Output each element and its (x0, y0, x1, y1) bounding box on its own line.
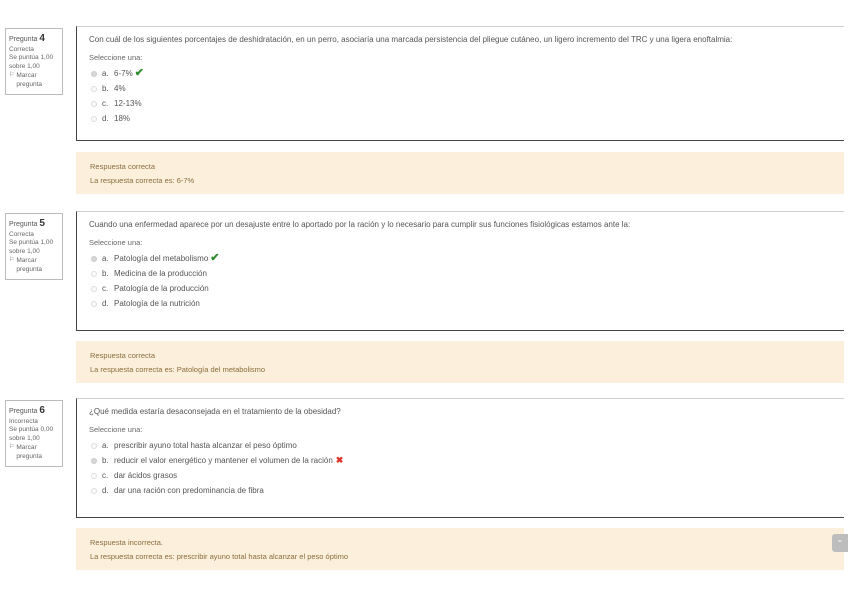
flag-question-button[interactable] (9, 257, 59, 275)
question-state: Incorrecta (9, 417, 38, 425)
answer-option-d[interactable]: d. Patología de la nutrición (91, 296, 832, 311)
flag-label: Marcar pregunta (16, 71, 43, 88)
feedback-answer: La respuesta correcta es: 6-7% (90, 175, 195, 185)
radio-button[interactable] (91, 443, 97, 449)
answer-option-d[interactable]: d. dar una ración con predominancia de fibra (91, 483, 832, 498)
radio-button[interactable] (91, 256, 97, 262)
question-number: 5 (39, 218, 45, 229)
answer-option-b[interactable]: b. reducir el valor energético y mantener el volumen de la ración ✖ (91, 453, 832, 468)
answer-option-c[interactable]: c. 12-13% (91, 96, 832, 111)
question-grade: Se puntúa 1,00 sobre 1,00 (9, 239, 54, 256)
question-info-5 (5, 213, 63, 280)
radio-button[interactable] (91, 86, 97, 92)
radio-button[interactable] (91, 116, 97, 122)
flag-icon: ⚐ (9, 443, 15, 450)
flag-label: Marcar pregunta (16, 256, 43, 273)
option-text: 12-13% (114, 99, 142, 108)
question-content-4 (76, 26, 844, 141)
feedback-status: Respuesta correcta (90, 162, 156, 171)
answer-option-d[interactable]: d. 18% (91, 111, 832, 126)
answer-option-b[interactable]: b. 4% (91, 81, 832, 96)
question-number: 6 (39, 405, 45, 416)
feedback-answer: La respuesta correcta es: prescribir ayuno total hasta alcanzar el peso óptimo (90, 551, 349, 561)
chevron-up-icon: ⌃ (836, 538, 844, 548)
question-text: ¿Qué medida estaría desaconsejada en el tratamiento de la obesidad? (89, 407, 341, 416)
question-number-label: Pregunta (9, 36, 38, 43)
option-text: Patología de la producción (114, 284, 209, 293)
question-number-label: Pregunta (9, 221, 38, 228)
answer-option-a[interactable]: a. Patología del metabolismo ✔ (91, 251, 832, 266)
question-state: Correcta (9, 230, 34, 238)
question-grade: Se puntúa 0,00 sobre 1,00 (9, 426, 54, 443)
question-info-6 (5, 400, 63, 467)
answer-option-b[interactable]: b. Medicina de la producción (91, 266, 832, 281)
radio-button[interactable] (91, 101, 97, 107)
feedback-answer: La respuesta correcta es: Patología del metabolismo (90, 364, 266, 374)
feedback-box-6 (76, 528, 844, 570)
question-number-label: Pregunta (9, 408, 38, 415)
feedback-status: Respuesta correcta (90, 351, 156, 360)
feedback-box-4 (76, 152, 844, 194)
feedback-box-5 (76, 341, 844, 383)
answer-option-c[interactable]: c. Patología de la producción (91, 281, 832, 296)
question-text: Cuando una enfermedad aparece por un desajuste entre lo aportado por la ración y lo necesario para cumplir sus funciones fisiológicas estamos ante la: (89, 220, 631, 229)
flag-icon: ⚐ (9, 71, 15, 78)
radio-button[interactable] (91, 458, 97, 464)
question-content-6 (76, 398, 844, 518)
answer-option-a[interactable]: a. prescribir ayuno total hasta alcanzar el peso óptimo (91, 438, 832, 453)
option-text: prescribir ayuno total hasta alcanzar el peso óptimo (114, 441, 297, 450)
question-number: 4 (39, 33, 45, 44)
option-text: 18% (114, 114, 131, 123)
question-info-4 (5, 28, 63, 95)
option-text: dar una ración con predominancia de fibra (114, 486, 264, 495)
flag-question-button[interactable] (9, 72, 59, 90)
cross-icon: ✖ (335, 455, 344, 465)
flag-question-button[interactable] (9, 444, 59, 462)
option-text: 4% (114, 84, 126, 93)
answer-prompt: Seleccione una: (89, 53, 143, 62)
radio-button[interactable] (91, 488, 97, 494)
check-icon: ✔ (210, 252, 220, 264)
feedback-status: Respuesta incorrecta. (90, 538, 163, 547)
answer-prompt: Seleccione una: (89, 425, 143, 434)
option-text: Medicina de la producción (114, 269, 207, 278)
question-state: Correcta (9, 45, 34, 53)
option-text: Patología de la nutrición (114, 299, 200, 308)
option-text: 6-7% (114, 69, 133, 78)
radio-button[interactable] (91, 271, 97, 277)
question-text: Con cuál de los siguientes porcentajes de deshidratación, en un perro, asociaría una marcada persistencia del pliegue cutáneo, un ligero incremento del TRC y una ligera enoftalmia: (89, 35, 733, 44)
flag-icon: ⚐ (9, 256, 15, 263)
radio-button[interactable] (91, 286, 97, 292)
answer-option-c[interactable]: c. dar ácidos grasos (91, 468, 832, 483)
flag-label: Marcar pregunta (16, 443, 43, 460)
radio-button[interactable] (91, 301, 97, 307)
answer-prompt: Seleccione una: (89, 238, 143, 247)
question-grade: Se puntúa 1,00 sobre 1,00 (9, 54, 54, 71)
radio-button[interactable] (91, 473, 97, 479)
option-text: reducir el valor energético y mantener el volumen de la ración (114, 456, 333, 465)
answer-option-a[interactable]: a. 6-7% ✔ (91, 66, 832, 81)
option-text: Patología del metabolismo (114, 254, 209, 263)
question-content-5 (76, 211, 844, 331)
option-text: dar ácidos grasos (114, 471, 178, 480)
scroll-to-top-button[interactable] (832, 534, 848, 552)
radio-button[interactable] (91, 71, 97, 77)
check-icon: ✔ (134, 67, 144, 79)
